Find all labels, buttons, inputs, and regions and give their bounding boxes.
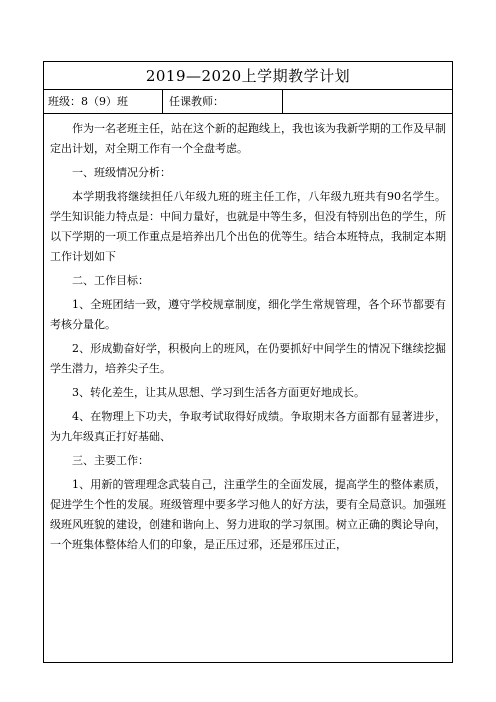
paragraph: 2、形成勤奋好学，积极向上的班风，在仍要抓好中间学生的情况下继续挖掘学生潜力，培养尖子生。 <box>50 342 446 375</box>
teacher-value-cell <box>283 89 454 113</box>
paragraph: 作为一名老班主任，站在这个新的起跑线上，我也该为我新学期的工作及早制定出计划，对全期工作有一个全盘考虑。 <box>50 122 446 155</box>
class-field: 班级：8（9）班 <box>44 89 163 113</box>
plan-table <box>43 61 453 663</box>
section-heading: 二、工作目标： <box>72 274 149 287</box>
document-title: 2019—2020上学期教学计划 <box>44 62 452 90</box>
paragraph: 1、用新的管理理念武装自己，注重学生的全面发展，提高学生的整体素质，促进学生个性的发展。班级管理中要多学习他人的好方法，要有全局意识。加强班级班风班貌的建设，创建和谐向上、努力进取的学习氛围。树立正确的舆论导向，一个班集体整体给人们的印象，是正压过邪，还是邪压过正， <box>50 478 446 551</box>
section-heading: 三、主要工作： <box>72 454 149 467</box>
paragraph: 4、在物理上下功夫，争取考试取得好成绩。争取期末各方面都有显著进步，为九年级真正打好基础、 <box>50 410 446 443</box>
info-row <box>44 89 452 114</box>
paragraph: 3、转化差生，让其从思想、学习到生活各方面更好地成长。 <box>72 386 365 399</box>
plan-body <box>44 113 452 664</box>
teacher-field: 任课教师： <box>163 89 283 113</box>
paragraph: 1、全班团结一致，遵守学校规章制度，细化学生常规管理，各个环节都要有考核分量化。 <box>50 298 446 331</box>
section-heading: 一、班级情况分析： <box>72 166 171 179</box>
paragraph: 本学期我将继续担任八年级九班的班主任工作，八年级九班共有90名学生。学生知识能力特点是：中间力量好，也就是中等生多，但没有特别出色的学生，所以下学期的一项工作重点是培养出几个出色的优等生。结合本班特点，我制定本期工作计划如下 <box>50 190 446 263</box>
